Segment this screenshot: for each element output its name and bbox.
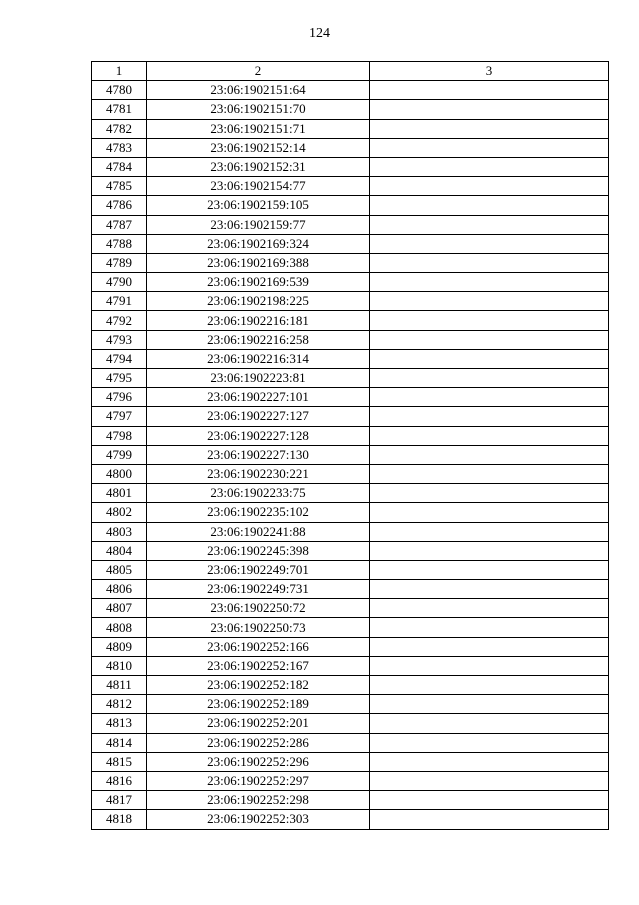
note-cell xyxy=(370,369,609,388)
note-cell xyxy=(370,618,609,637)
table-row xyxy=(92,580,609,599)
cadastral-number-cell: 23:06:1902169:388 xyxy=(147,253,370,272)
note-cell xyxy=(370,560,609,579)
row-number-cell: 4818 xyxy=(92,810,147,829)
row-number-cell: 4796 xyxy=(92,388,147,407)
cadastral-number-cell: 23:06:1902252:297 xyxy=(147,771,370,790)
table-row xyxy=(92,752,609,771)
cadastral-number-cell: 23:06:1902216:258 xyxy=(147,330,370,349)
table-row xyxy=(92,464,609,483)
row-number-cell: 4802 xyxy=(92,503,147,522)
cadastral-number-cell: 23:06:1902152:31 xyxy=(147,157,370,176)
note-cell xyxy=(370,388,609,407)
cadastral-number-cell: 23:06:1902241:88 xyxy=(147,522,370,541)
table-row xyxy=(92,311,609,330)
column-header-2: 2 xyxy=(147,62,370,81)
row-number-cell: 4792 xyxy=(92,311,147,330)
table-row xyxy=(92,522,609,541)
row-number-cell: 4797 xyxy=(92,407,147,426)
row-number-cell: 4812 xyxy=(92,695,147,714)
table-row xyxy=(92,349,609,368)
row-number-cell: 4807 xyxy=(92,599,147,618)
row-number-cell: 4789 xyxy=(92,253,147,272)
note-cell xyxy=(370,215,609,234)
note-cell xyxy=(370,752,609,771)
cadastral-number-cell: 23:06:1902252:298 xyxy=(147,791,370,810)
cadastral-number-cell: 23:06:1902152:14 xyxy=(147,138,370,157)
note-cell xyxy=(370,138,609,157)
table-row xyxy=(92,215,609,234)
table-row xyxy=(92,541,609,560)
row-number-cell: 4782 xyxy=(92,119,147,138)
row-number-cell: 4798 xyxy=(92,426,147,445)
cadastral-number-cell: 23:06:1902249:731 xyxy=(147,580,370,599)
table-row xyxy=(92,733,609,752)
column-header-3: 3 xyxy=(370,62,609,81)
cadastral-number-cell: 23:06:1902235:102 xyxy=(147,503,370,522)
cadastral-number-cell: 23:06:1902252:182 xyxy=(147,676,370,695)
table-row xyxy=(92,196,609,215)
row-number-cell: 4801 xyxy=(92,484,147,503)
cadastral-number-cell: 23:06:1902216:181 xyxy=(147,311,370,330)
row-number-cell: 4780 xyxy=(92,81,147,100)
row-number-cell: 4809 xyxy=(92,637,147,656)
row-number-cell: 4788 xyxy=(92,234,147,253)
cadastral-number-cell: 23:06:1902151:64 xyxy=(147,81,370,100)
row-number-cell: 4810 xyxy=(92,656,147,675)
table-row xyxy=(92,560,609,579)
row-number-cell: 4814 xyxy=(92,733,147,752)
row-number-cell: 4804 xyxy=(92,541,147,560)
table-row xyxy=(92,138,609,157)
cadastral-number-cell: 23:06:1902227:128 xyxy=(147,426,370,445)
cadastral-number-cell: 23:06:1902250:72 xyxy=(147,599,370,618)
cadastral-number-cell: 23:06:1902198:225 xyxy=(147,292,370,311)
note-cell xyxy=(370,157,609,176)
table-row xyxy=(92,292,609,311)
header-row xyxy=(92,62,609,81)
row-number-cell: 4806 xyxy=(92,580,147,599)
note-cell xyxy=(370,580,609,599)
note-cell xyxy=(370,407,609,426)
note-cell xyxy=(370,637,609,656)
cadastral-number-cell: 23:06:1902227:127 xyxy=(147,407,370,426)
cadastral-number-cell: 23:06:1902169:324 xyxy=(147,234,370,253)
table-row xyxy=(92,426,609,445)
cadastral-number-cell: 23:06:1902252:167 xyxy=(147,656,370,675)
table-row xyxy=(92,656,609,675)
table-row xyxy=(92,157,609,176)
row-number-cell: 4811 xyxy=(92,676,147,695)
cadastral-number-cell: 23:06:1902216:314 xyxy=(147,349,370,368)
table-row xyxy=(92,503,609,522)
cadastral-number-cell: 23:06:1902250:73 xyxy=(147,618,370,637)
note-cell xyxy=(370,714,609,733)
table-row xyxy=(92,791,609,810)
note-cell xyxy=(370,234,609,253)
note-cell xyxy=(370,273,609,292)
cadastral-number-cell: 23:06:1902151:71 xyxy=(147,119,370,138)
table-row xyxy=(92,234,609,253)
table-row xyxy=(92,445,609,464)
table-row xyxy=(92,618,609,637)
note-cell xyxy=(370,426,609,445)
row-number-cell: 4813 xyxy=(92,714,147,733)
table-row xyxy=(92,273,609,292)
row-number-cell: 4795 xyxy=(92,369,147,388)
table-body xyxy=(92,81,609,829)
cadastral-number-cell: 23:06:1902249:701 xyxy=(147,560,370,579)
row-number-cell: 4790 xyxy=(92,273,147,292)
note-cell xyxy=(370,81,609,100)
cadastral-number-cell: 23:06:1902252:201 xyxy=(147,714,370,733)
row-number-cell: 4816 xyxy=(92,771,147,790)
note-cell xyxy=(370,810,609,829)
row-number-cell: 4787 xyxy=(92,215,147,234)
note-cell xyxy=(370,196,609,215)
note-cell xyxy=(370,292,609,311)
table-row xyxy=(92,771,609,790)
note-cell xyxy=(370,503,609,522)
cadastral-number-cell: 23:06:1902230:221 xyxy=(147,464,370,483)
table-row xyxy=(92,676,609,695)
note-cell xyxy=(370,695,609,714)
table-row xyxy=(92,177,609,196)
note-cell xyxy=(370,177,609,196)
table-row xyxy=(92,637,609,656)
table-row xyxy=(92,253,609,272)
note-cell xyxy=(370,349,609,368)
cadastral-number-cell: 23:06:1902227:130 xyxy=(147,445,370,464)
cadastral-number-cell: 23:06:1902159:77 xyxy=(147,215,370,234)
note-cell xyxy=(370,733,609,752)
row-number-cell: 4781 xyxy=(92,100,147,119)
note-cell xyxy=(370,771,609,790)
row-number-cell: 4800 xyxy=(92,464,147,483)
cadastral-number-cell: 23:06:1902169:539 xyxy=(147,273,370,292)
table-row xyxy=(92,714,609,733)
table-row xyxy=(92,369,609,388)
row-number-cell: 4793 xyxy=(92,330,147,349)
row-number-cell: 4783 xyxy=(92,138,147,157)
cadastral-number-cell: 23:06:1902159:105 xyxy=(147,196,370,215)
note-cell xyxy=(370,119,609,138)
table-row xyxy=(92,119,609,138)
cadastral-number-cell: 23:06:1902151:70 xyxy=(147,100,370,119)
note-cell xyxy=(370,253,609,272)
cadastral-number-cell: 23:06:1902245:398 xyxy=(147,541,370,560)
table-row xyxy=(92,81,609,100)
row-number-cell: 4794 xyxy=(92,349,147,368)
note-cell xyxy=(370,464,609,483)
cadastral-table xyxy=(91,61,609,830)
row-number-cell: 4815 xyxy=(92,752,147,771)
row-number-cell: 4817 xyxy=(92,791,147,810)
cadastral-number-cell: 23:06:1902252:286 xyxy=(147,733,370,752)
note-cell xyxy=(370,676,609,695)
table-row xyxy=(92,810,609,829)
cadastral-number-cell: 23:06:1902154:77 xyxy=(147,177,370,196)
note-cell xyxy=(370,100,609,119)
row-number-cell: 4791 xyxy=(92,292,147,311)
note-cell xyxy=(370,445,609,464)
column-header-1: 1 xyxy=(92,62,147,81)
row-number-cell: 4784 xyxy=(92,157,147,176)
cadastral-number-cell: 23:06:1902252:166 xyxy=(147,637,370,656)
note-cell xyxy=(370,656,609,675)
table-row xyxy=(92,407,609,426)
cadastral-number-cell: 23:06:1902233:75 xyxy=(147,484,370,503)
note-cell xyxy=(370,791,609,810)
row-number-cell: 4803 xyxy=(92,522,147,541)
cadastral-number-cell: 23:06:1902227:101 xyxy=(147,388,370,407)
table-row xyxy=(92,100,609,119)
note-cell xyxy=(370,522,609,541)
table-row xyxy=(92,330,609,349)
table-row xyxy=(92,599,609,618)
row-number-cell: 4808 xyxy=(92,618,147,637)
row-number-cell: 4786 xyxy=(92,196,147,215)
cadastral-number-cell: 23:06:1902252:189 xyxy=(147,695,370,714)
row-number-cell: 4799 xyxy=(92,445,147,464)
note-cell xyxy=(370,541,609,560)
page-number: 124 xyxy=(309,26,330,41)
cadastral-number-cell: 23:06:1902223:81 xyxy=(147,369,370,388)
table-header xyxy=(92,62,609,81)
cadastral-number-cell: 23:06:1902252:303 xyxy=(147,810,370,829)
note-cell xyxy=(370,311,609,330)
row-number-cell: 4785 xyxy=(92,177,147,196)
note-cell xyxy=(370,484,609,503)
row-number-cell: 4805 xyxy=(92,560,147,579)
table-row xyxy=(92,695,609,714)
cadastral-number-cell: 23:06:1902252:296 xyxy=(147,752,370,771)
table-row xyxy=(92,484,609,503)
note-cell xyxy=(370,599,609,618)
note-cell xyxy=(370,330,609,349)
table-row xyxy=(92,388,609,407)
